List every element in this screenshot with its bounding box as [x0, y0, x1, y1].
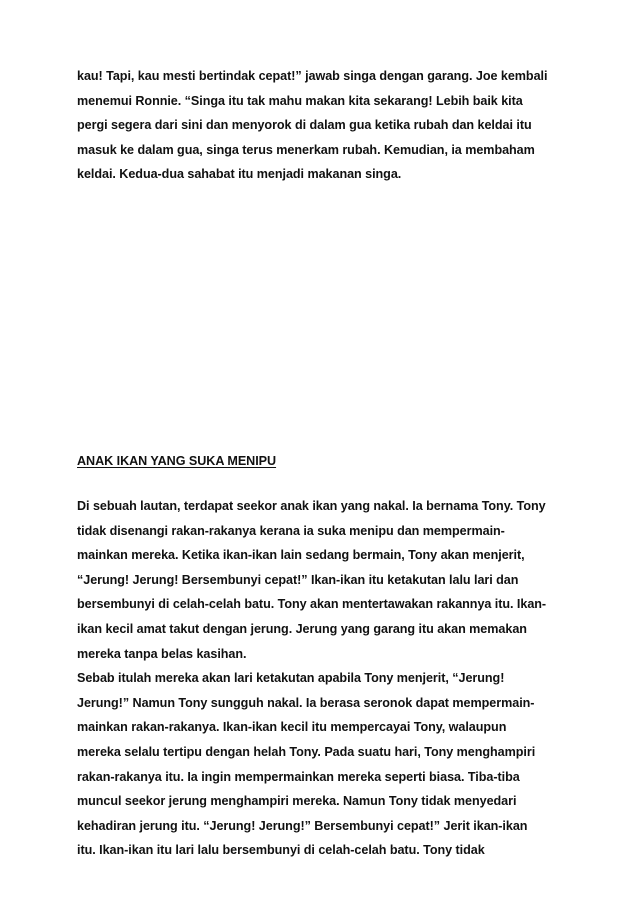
text-line: mainkan mereka. Ketika ikan-ikan lain sedang bermain, Tony akan menjerit, [77, 548, 525, 563]
text-line: rakan-rakanya itu. Ia ingin mempermainkan mereka seperti biasa. Tiba-tiba [77, 769, 520, 784]
text-line: “Jerung! Jerung! Bersembunyi cepat!” Ikan-ikan itu ketakutan lalu lari dan [77, 572, 519, 587]
text-line: masuk ke dalam gua, singa terus menerkam rubah. Kemudian, ia membaham [77, 142, 535, 157]
text-line: mereka tanpa belas kasihan. [77, 646, 247, 661]
text-line: bersembunyi di celah-celah batu. Tony akan mentertawakan rakannya itu. Ikan- [77, 597, 547, 612]
text-line: kau! Tapi, kau mesti bertindak cepat!” jawab singa dengan garang. Joe kembali [77, 69, 548, 83]
story-ending-paragraph [77, 64, 577, 187]
text-line: keldai. Kedua-dua sahabat itu menjadi makanan singa. [77, 167, 402, 182]
text-line: menemui Ronnie. “Singa itu tak mahu makan kita sekarang! Lebih baik kita [77, 93, 523, 108]
text-line: pergi segera dari sini dan menyorok di dalam gua ketika rubah dan keldai itu [77, 118, 532, 133]
text-line: kehadiran jerung itu. “Jerung! Jerung!” Bersembunyi cepat!” Jerit ikan-ikan [77, 818, 528, 833]
text-line: Sebab itulah mereka akan lari ketakutan apabila Tony menjerit, “Jerung! [77, 671, 505, 686]
text-line: ikan kecil amat takut dengan jerung. Jerung yang garang itu akan memakan [77, 621, 527, 636]
text-line: Jerung!” Namun Tony sungguh nakal. Ia berasa seronok dapat mempermain- [77, 695, 535, 710]
story-title [77, 449, 577, 474]
text-line: mereka selalu tertipu dengan helah Tony. Pada suatu hari, Tony menghampiri [77, 744, 536, 759]
story-title-text: ANAK IKAN YANG SUKA MENIPU [77, 454, 277, 468]
story-body-paragraph [77, 494, 577, 863]
text-line: tidak disenangi rakan-rakanya kerana ia suka menipu dan mempermain- [77, 523, 505, 538]
text-line: itu. Ikan-ikan itu lari lalu bersembunyi di celah-celah batu. Tony tidak [77, 843, 485, 858]
text-line: Di sebuah lautan, terdapat seekor anak ikan yang nakal. Ia bernama Tony. Tony [77, 499, 546, 513]
text-line: muncul seekor jerung menghampiri mereka. Namun Tony tidak menyedari [77, 794, 517, 809]
text-line: mainkan rakan-rakanya. Ikan-ikan kecil itu mempercayai Tony, walaupun [77, 720, 507, 735]
